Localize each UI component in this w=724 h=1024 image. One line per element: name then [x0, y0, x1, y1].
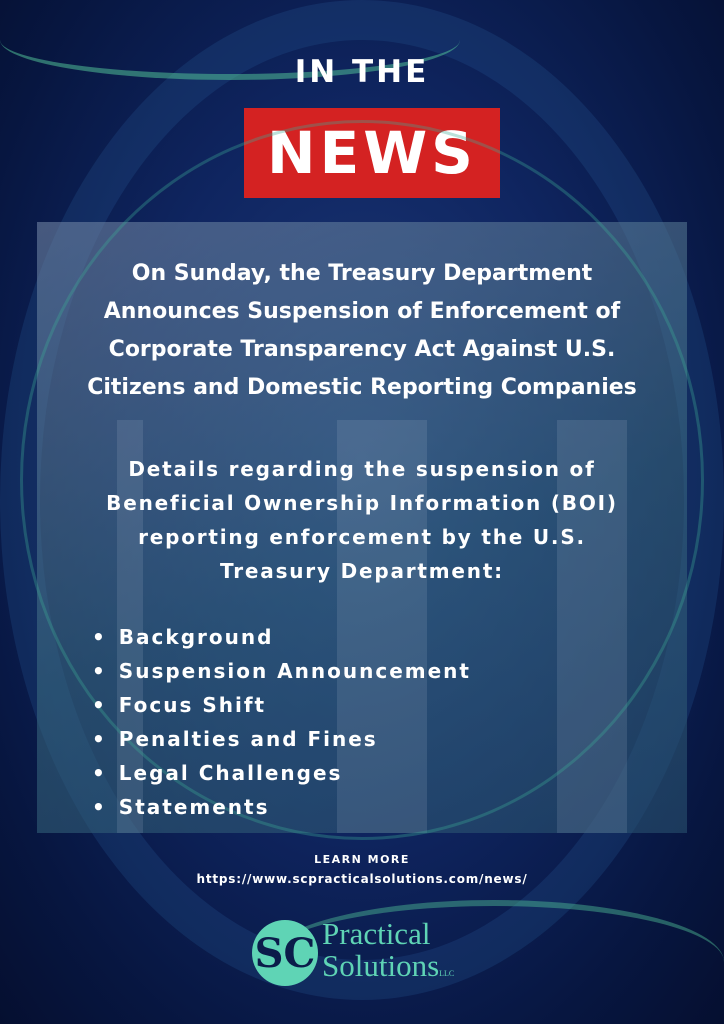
details-line: Details regarding the suspension of: [128, 457, 596, 481]
details-line: Treasury Department:: [220, 559, 504, 583]
learn-more-label: LEARN MORE: [314, 853, 410, 866]
headline: [37, 255, 687, 407]
monogram-icon: SC: [252, 920, 318, 986]
details-paragraph: [60, 452, 664, 588]
news-url-link[interactable]: https://www.scpracticalsolutions.com/news/: [196, 872, 528, 886]
list-item: • Suspension Announcement: [92, 654, 471, 688]
brand-line: Solutions: [322, 948, 440, 983]
list-item: • Focus Shift: [92, 688, 471, 722]
headline-line: Citizens and Domestic Reporting Companies: [87, 375, 637, 400]
news-badge: [244, 108, 500, 198]
list-item: • Background: [92, 620, 471, 654]
news-badge-text: NEWS: [267, 119, 477, 187]
list-item: • Legal Challenges: [92, 756, 471, 790]
headline-line: Announces Suspension of Enforcement of: [103, 299, 621, 324]
brand-suffix: LLC: [439, 969, 455, 978]
list-item: • Statements: [92, 790, 471, 824]
details-line: Beneficial Ownership Information (BOI): [106, 491, 618, 515]
company-logo: [252, 918, 512, 988]
topic-list: [92, 620, 471, 824]
list-item: • Penalties and Fines: [92, 722, 471, 756]
headline-line: Corporate Transparency Act Against U.S.: [108, 337, 616, 362]
headline-line: On Sunday, the Treasury Department: [131, 261, 593, 286]
intro-heading: IN THE: [294, 54, 430, 90]
brand-line: Practical: [322, 916, 431, 951]
details-line: reporting enforcement by the U.S.: [138, 525, 586, 549]
brand-name: [322, 918, 454, 990]
